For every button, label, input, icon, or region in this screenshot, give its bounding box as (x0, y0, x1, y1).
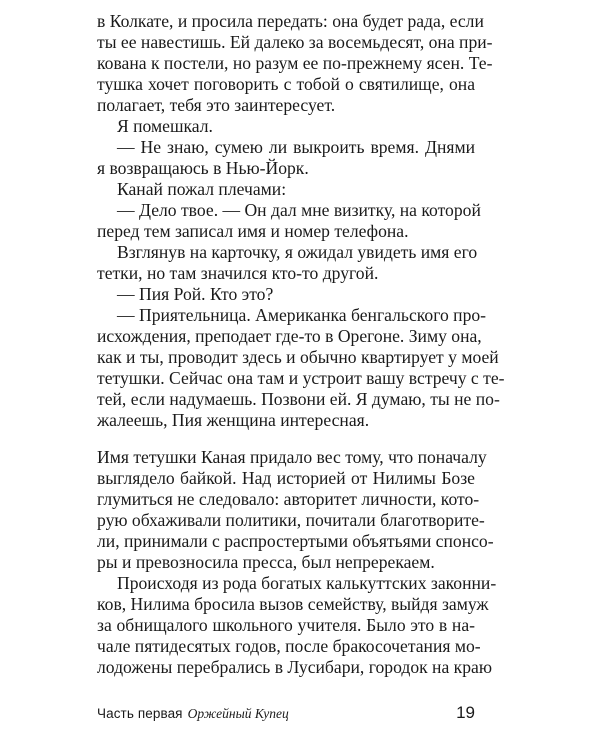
text-line: Происходя из рода богатых калькуттских законни- (117, 573, 497, 593)
text-line: тей, если надумаешь. Позвони ей. Я думаю, ты не по- (97, 389, 500, 409)
text-line: рую обхаживали политики, почитали благотворите- (97, 510, 485, 530)
footer-part-label: Часть первая (97, 706, 183, 721)
text-line: ков, Нилима бросила вызов семейству, выйдя замуж (97, 594, 489, 614)
text-line: исхождения, преподает где-то в Орегоне. Зиму она, (97, 326, 482, 346)
text-line: кована к постели, но разум ее по-прежнему ясен. Те- (97, 53, 493, 73)
text-line: за обнищалого школьного учителя. Было это в на- (97, 615, 475, 635)
text-line: тетки, но там значился кто-то другой. (97, 263, 379, 283)
text-line: перед тем записал имя и номер телефона. (97, 221, 409, 241)
text-line: Я помешкал. (117, 116, 213, 136)
text-line: ры и превозносила пресса, был непререкаем. (97, 552, 435, 572)
text-line: Взглянув на карточку, я ожидал увидеть имя его (117, 242, 478, 262)
text-line: Имя тетушки Каная придало вес тому, что поначалу (97, 447, 487, 467)
text-line: ли, принимали с распростертыми объятьями спонсо- (97, 531, 494, 551)
text-line: в Колкате, и просила передать: она будет рада, если (97, 11, 484, 31)
text-line: тетушки. Сейчас она там и устроит вашу встречу с те- (97, 368, 505, 388)
text-line: Канай пожал плечами: (117, 179, 287, 199)
footer-book-title: Оржейный Купец (187, 706, 289, 721)
text-line: выглядело байкой. Над историей от Нилимы Бозе (97, 468, 475, 488)
text-line: жалеешь, Пия женщина интересная. (97, 410, 370, 430)
text-line: как и ты, проводит здесь и обычно квартирует у моей (97, 347, 499, 367)
page-number: 19 (456, 703, 475, 722)
text-line: полагает, тебя это заинтересует. (97, 95, 336, 115)
text-line: — Дело твое. — Он дал мне визитку, на которой (117, 200, 481, 220)
text-line: лодожены перебрались в Лусибари, городок на краю (97, 657, 492, 677)
text-line: — Пия Рой. Кто это? (117, 284, 274, 304)
text-line: — Приятельница. Американка бенгальского про- (117, 305, 487, 325)
text-line: — Не знаю, сумею ли выкроить время. Днями (117, 137, 475, 157)
running-footer (97, 705, 289, 723)
text-line: чале пятидесятых годов, после бракосочетания мо- (97, 636, 481, 656)
text-line: глумиться не следовало: авторитет личности, кото- (97, 489, 480, 509)
text-line: тушка хочет поговорить с тобой о святилище, она (97, 74, 475, 94)
text-line: я возвращаюсь в Нью-Йорк. (97, 158, 309, 178)
text-line: ты ее навестишь. Ей далеко за восемьдесят, она при- (97, 32, 493, 52)
